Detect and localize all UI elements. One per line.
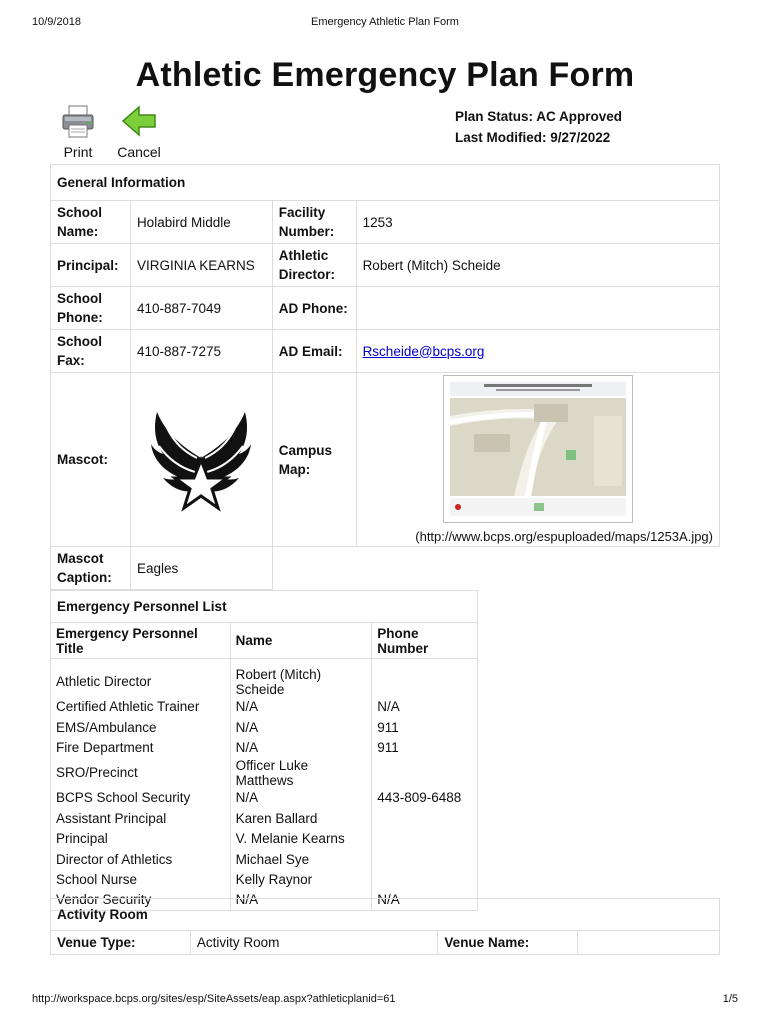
ad-phone-label: AD Phone: [272,287,356,330]
plan-status: Plan Status: AC Approved [455,109,623,124]
mascot-caption-value: Eagles [130,547,272,590]
table-row: Principal V. Melanie Kearns [51,828,478,848]
print-header-title: Emergency Athletic Plan Form [311,16,459,28]
table-row: Vendor Security N/A N/A [51,890,478,910]
campus-map-label: Campus Map: [272,373,356,547]
table-row: School Nurse Kelly Raynor [51,869,478,889]
table-row: EMS/Ambulance N/A 911 [51,717,478,737]
general-information-heading: General Information [51,165,720,201]
school-fax-value: 410-887-7275 [130,330,272,373]
page-title: Athletic Emergency Plan Form [135,56,635,94]
venue-name-value [578,931,720,955]
cancel-button[interactable] [114,104,164,160]
mascot-caption-label: Mascot Caption: [51,547,131,590]
last-modified: Last Modified: 9/27/2022 [455,130,611,145]
school-name-label: School Name: [51,201,131,244]
venue-type-value: Activity Room [190,931,438,955]
facility-number-value: 1253 [356,201,719,244]
ad-email-link[interactable]: Rscheide@bcps.org [362,343,485,359]
general-information-table [50,164,720,590]
mascot-label: Mascot: [51,373,131,547]
school-fax-label: School Fax: [51,330,131,373]
table-row: Director of Athletics Michael Sye [51,849,478,869]
cancel-label: Cancel [117,144,161,160]
ad-phone-value [356,287,719,330]
mascot-eagle-image [145,398,257,518]
plan-status-block [455,106,622,148]
school-phone-label: School Phone: [51,287,131,330]
principal-value: VIRGINIA KEARNS [130,244,272,287]
principal-label: Principal: [51,244,131,287]
ad-email-label: AD Email: [272,330,356,373]
table-row: Certified Athletic Trainer N/A N/A [51,697,478,717]
athletic-director-label: Athletic Director: [272,244,356,287]
column-header-name: Name [230,623,372,659]
school-name-value: Holabird Middle [130,201,272,244]
print-button[interactable] [54,104,102,160]
school-phone-value: 410-887-7049 [130,287,272,330]
venue-name-label: Venue Name: [438,931,578,955]
printer-icon [58,104,98,140]
table-row: Fire Department N/A 911 [51,737,478,757]
activity-room-heading: Activity Room [51,899,720,931]
emergency-personnel-table [50,590,478,911]
back-arrow-icon [119,104,159,140]
campus-map-url: (http://www.bcps.org/espuploaded/maps/1253A.jpg) [415,529,713,544]
footer-url: http://workspace.bcps.org/sites/esp/SiteAssets/eap.aspx?athleticplanid=61 [32,993,396,1005]
table-row: BCPS School Security N/A 443-809-6488 [51,788,478,808]
column-header-phone: Phone Number [372,623,478,659]
print-label: Print [63,144,93,160]
column-header-title: Emergency Personnel Title [51,623,231,659]
table-row: Assistant Principal Karen Ballard [51,808,478,828]
athletic-director-value: Robert (Mitch) Scheide [356,244,719,287]
campus-map-image[interactable] [443,375,633,523]
facility-number-label: Facility Number: [272,201,356,244]
activity-room-table [50,898,720,955]
emergency-personnel-heading: Emergency Personnel List [51,591,478,623]
table-row: Athletic Director Robert (Mitch) Scheide [51,667,478,697]
venue-type-label: Venue Type: [51,931,191,955]
print-date: 10/9/2018 [32,16,81,28]
table-row: SRO/Precinct Officer Luke Matthews [51,758,478,788]
page-number: 1/5 [722,993,738,1005]
